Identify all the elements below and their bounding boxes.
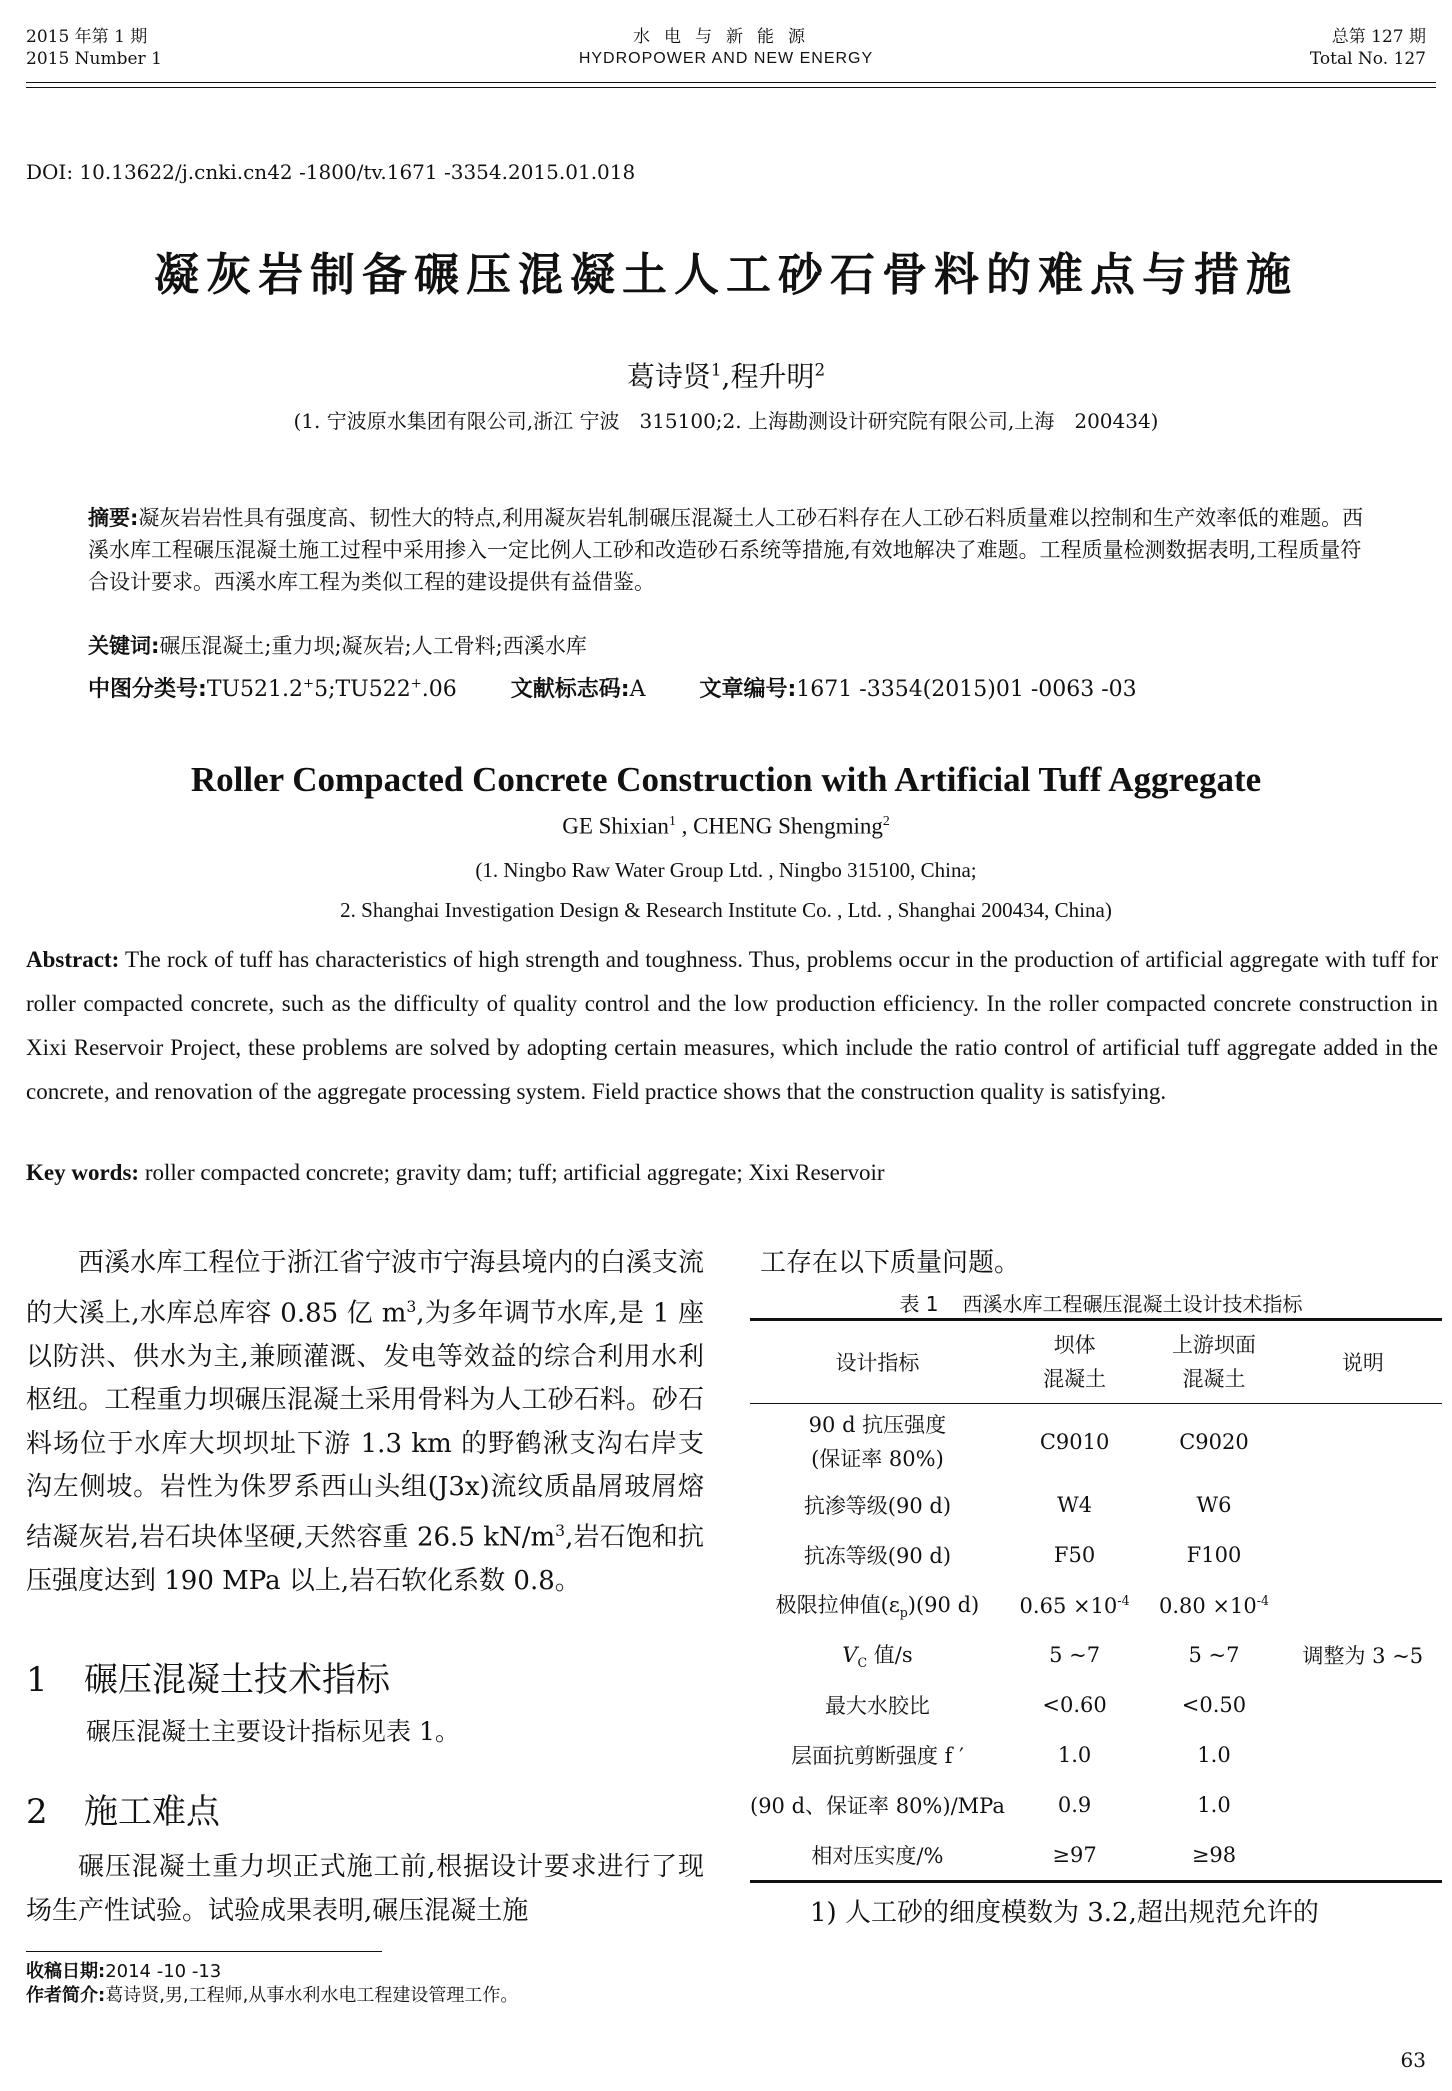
header-rule-bottom xyxy=(26,87,1436,88)
section-1-heading xyxy=(26,1652,390,1701)
cell-dam: C9010 xyxy=(1039,1430,1110,1454)
vc-symbol: V xyxy=(842,1643,858,1668)
cell-face: 1.0 xyxy=(1197,1743,1231,1767)
doc-code-label: 文献标志码: xyxy=(510,677,630,702)
clc-label: 中图分类号: xyxy=(88,677,207,702)
author-1-en-mark: 1 xyxy=(668,813,676,828)
author-1-affil-mark: 1 xyxy=(710,359,722,380)
table-1-number: 表 1 xyxy=(899,1292,939,1316)
received-date: 2014 -10 -13 xyxy=(105,1961,222,1982)
col-header-upstream-face xyxy=(1144,1320,1283,1404)
right-column-bottom-text: 1) 人工砂的细度模数为 3.2,超出规范允许的 xyxy=(810,1898,1319,1928)
cell-indicator xyxy=(750,1404,1005,1481)
col-header-upstream-face-1: 上游坝面 xyxy=(1171,1333,1256,1357)
footnote-rule xyxy=(26,1951,382,1952)
paper-title-en: Roller Compacted Concrete Construction with Artificial Tuff Aggregate xyxy=(190,760,1262,799)
table-row xyxy=(750,1404,1442,1481)
abstract-en-label: Abstract: xyxy=(26,947,120,972)
cell-note xyxy=(1284,1404,1442,1481)
keywords-cn-text: 碾压混凝土;重力坝;凝灰岩;人工骨料;西溪水库 xyxy=(159,634,587,658)
table-1 xyxy=(750,1318,1442,1883)
running-header-right xyxy=(1310,26,1426,70)
cell-indicator-line1: 90 d 抗压强度 xyxy=(808,1413,947,1437)
intro-paragraph xyxy=(26,1242,704,1603)
abstract-cn-text: 凝灰岩岩性具有强度高、韧性大的特点,利用凝灰岩轧制碾压混凝土人工砂石料存在人工砂石料质量难以控制和生产效率低的难题。西溪水库工程碾压混凝土施工过程中采用掺入一定比例人工砂和改造砂石系统等措施,有效地解决了难题。工程质量检测数据表明,工程质量符合设计要求。西溪水库工程为类似工程的建设提供有益借鉴。 xyxy=(88,506,1364,594)
keywords-cn xyxy=(88,630,587,660)
table-1-title: 西溪水库工程碾压混凝土设计技术指标 xyxy=(962,1292,1303,1316)
cell-face: ≥98 xyxy=(1191,1843,1237,1867)
article-number-label: 文章编号: xyxy=(699,677,797,702)
cell-indicator-line2: (保证率 80%) xyxy=(811,1447,944,1471)
doi: DOI: 10.13622/j.cnki.cn42 -1800/tv.1671 -3354.2015.01.018 xyxy=(26,160,636,184)
cell-note xyxy=(1284,1680,1442,1730)
table-row xyxy=(750,1780,1442,1830)
cell-dam: W4 xyxy=(1057,1493,1093,1517)
author-2-cn: 程升明 xyxy=(730,360,815,393)
cell-note xyxy=(1284,1730,1442,1780)
cell-dam: F50 xyxy=(1053,1543,1096,1567)
table-row xyxy=(750,1580,1442,1630)
intro-sup-2: 3 xyxy=(555,1521,566,1540)
author-1-cn: 葛诗贤 xyxy=(626,360,711,393)
doc-code-value: A xyxy=(629,677,646,702)
footnote-author xyxy=(26,1984,518,2007)
right-column-top-text: 工存在以下质量问题。 xyxy=(760,1248,1021,1278)
cell-dam-value: 0.65 ×10 xyxy=(1019,1593,1118,1618)
vc-sub: C xyxy=(857,1655,868,1671)
keywords-cn-label: 关键词: xyxy=(88,634,160,658)
ultimate-tensile-suffix: )(90 d) xyxy=(907,1593,980,1618)
paper-title-cn: 凝灰岩制备碾压混凝土人工砂石骨料的难点与措施 xyxy=(153,248,1298,301)
cell-note xyxy=(1284,1530,1442,1580)
cell-face: F100 xyxy=(1186,1543,1242,1567)
col-header-dam-body-1: 坝体 xyxy=(1053,1333,1096,1357)
cell-dam: 0.9 xyxy=(1057,1793,1092,1817)
clc-b-sup: + xyxy=(410,676,422,692)
received-label: 收稿日期: xyxy=(26,1961,106,1982)
cell-indicator: 最大水胶比 xyxy=(824,1694,930,1718)
issue-en: 2015 Number 1 xyxy=(26,49,162,69)
cell-note xyxy=(1284,1580,1442,1630)
table-row xyxy=(750,1680,1442,1730)
abstract-en xyxy=(26,938,1438,1114)
section-1-title: 碾压混凝土技术指标 xyxy=(84,1660,390,1700)
cell-indicator xyxy=(750,1630,1005,1680)
cell-note: 调整为 3 ~5 xyxy=(1302,1644,1424,1668)
author-1-en: GE Shixian xyxy=(562,813,669,839)
cell-face-exponent: -4 xyxy=(1256,1592,1269,1608)
cell-dam: ≥97 xyxy=(1052,1843,1097,1867)
clc-b-tail: .06 xyxy=(421,677,457,702)
affiliation-en-1: (1. Ningbo Raw Water Group Ltd. , Ningbo 315100, China; xyxy=(475,858,977,882)
vc-label: 值/s xyxy=(867,1643,913,1668)
cell-dam-exponent: -4 xyxy=(1117,1592,1130,1608)
section-2-number: 2 xyxy=(26,1792,48,1832)
table-row xyxy=(750,1480,1442,1530)
cell-dam: 5 ~7 xyxy=(1049,1643,1101,1667)
authors-cn xyxy=(0,355,1452,395)
cell-face-value: 0.80 ×10 xyxy=(1158,1593,1257,1618)
table-row xyxy=(750,1830,1442,1882)
cell-face xyxy=(1144,1580,1283,1630)
authors-en xyxy=(0,813,1452,840)
author-separator: , xyxy=(721,360,731,393)
section-1-text: 碾压混凝土主要设计指标见表 1。 xyxy=(86,1717,460,1746)
author-2-affil-mark: 2 xyxy=(814,359,826,380)
article-number-value: 1671 -3354(2015)01 -0063 -03 xyxy=(796,677,1137,702)
ultimate-tensile-label: 极限拉伸值(ε xyxy=(775,1593,900,1618)
total-issue-cn: 总第 127 期 xyxy=(1331,27,1426,47)
author-en-separator: , xyxy=(675,813,694,839)
section-2-heading xyxy=(26,1784,220,1833)
cell-indicator xyxy=(750,1580,1005,1630)
cell-note xyxy=(1284,1830,1442,1882)
clc-a-tail: 5;TU522 xyxy=(314,677,411,702)
section-1-number: 1 xyxy=(26,1660,48,1700)
col-header-indicator: 设计指标 xyxy=(835,1351,920,1375)
author-bio: 葛诗贤,男,工程师,从事水利水电工程建设管理工作。 xyxy=(105,1985,519,2006)
author-2-en: CHENG Shengming xyxy=(693,813,883,839)
clc-a-sup: + xyxy=(303,676,315,692)
affiliation-cn: (1. 宁波原水集团有限公司,浙江 宁波 315100;2. 上海勘测设计研究院有限公司,上海 200434) xyxy=(293,409,1159,433)
abstract-cn xyxy=(88,502,1378,598)
intro-sup-1: 3 xyxy=(406,1297,417,1316)
cell-indicator: 相对压实度/% xyxy=(811,1844,944,1868)
section-2-text: 碾压混凝土重力坝正式施工前,根据设计要求进行了现场生产性试验。试验成果表明,碾压混凝土施 xyxy=(26,1852,704,1926)
classification-line xyxy=(88,672,1137,703)
author-bio-label: 作者简介: xyxy=(26,1985,106,2006)
author-2-en-mark: 2 xyxy=(882,813,890,828)
clc-a: TU521.2 xyxy=(206,677,304,702)
cell-indicator: 层面抗剪断强度 f ′ xyxy=(790,1744,964,1768)
col-header-dam-body xyxy=(1005,1320,1144,1404)
affiliation-en-2: 2. Shanghai Investigation Design & Research Institute Co. , Ltd. , Shanghai 200434, China) xyxy=(340,898,1112,922)
ultimate-tensile-sub: p xyxy=(899,1605,908,1621)
keywords-en-label: Key words: xyxy=(26,1160,140,1185)
abstract-en-text: The rock of tuff has characteristics of high strength and toughness. Thus, problems occur in the production of artificial aggregate with tuff for roller compacted concrete, such as the difficulty of quality control and the low production efficiency. In the roller compacted concrete construction in Xixi Reservoir Project, these problems are solved by adopting certain measures, which include the ratio control of artificial tuff aggregate added in the concrete, and renovation of the aggregate processing system. Field practice shows that the construction quality is satisfying. xyxy=(26,947,1438,1104)
table-row xyxy=(750,1630,1442,1680)
cell-dam: 1.0 xyxy=(1057,1743,1092,1767)
table-row xyxy=(750,1530,1442,1580)
section-2-title: 施工难点 xyxy=(84,1792,220,1832)
col-header-note: 说明 xyxy=(1341,1351,1384,1375)
cell-note xyxy=(1284,1780,1442,1830)
cell-face: C9020 xyxy=(1179,1430,1249,1454)
page-number: 63 xyxy=(1400,2048,1426,2072)
header-rule-top xyxy=(26,82,1436,83)
table-header-row xyxy=(750,1320,1442,1404)
table-1-caption xyxy=(760,1288,1442,1317)
running-header-center xyxy=(0,26,1452,70)
issue-cn: 2015 年第 1 期 xyxy=(26,27,148,47)
cell-face: 1.0 xyxy=(1197,1793,1231,1817)
total-issue-en: Total No. 127 xyxy=(1309,49,1426,69)
col-header-upstream-face-2: 混凝土 xyxy=(1182,1367,1246,1391)
abstract-cn-label: 摘要: xyxy=(88,506,139,530)
keywords-en xyxy=(26,1160,885,1186)
cell-dam: <0.60 xyxy=(1042,1693,1107,1717)
cell-dam xyxy=(1005,1580,1144,1630)
keywords-en-text: roller compacted concrete; gravity dam; tuff; artificial aggregate; Xixi Reservoir xyxy=(139,1160,885,1185)
intro-text-b: ,为多年调节水库,是 1 座以防洪、供水为主,兼顾灌溉、发电等效益的综合利用水利枢纽。工程重力坝碾压混凝土采用骨料为人工砂石料。砂石料场位于水库大坝坝址下游 1.3 km 的野鹤湫支沟右岸支沟左侧坡。岩性为侏罗系西山头组(J3x)流纹质晶屑玻屑熔结凝灰岩,岩石块体坚硬,天然容重 26.5 kN/m xyxy=(26,1298,704,1553)
col-header-dam-body-2: 混凝土 xyxy=(1043,1367,1107,1391)
intro-text-c: ,岩石饱和抗压强度达到 190 MPa 以上,岩石软化系数 0.8。 xyxy=(26,1522,704,1596)
cell-face: 5 ~7 xyxy=(1188,1643,1240,1667)
cell-indicator: 抗渗等级(90 d) xyxy=(803,1494,952,1518)
journal-name-en: HYDROPOWER AND NEW ENERGY xyxy=(578,50,874,67)
cell-face: W6 xyxy=(1196,1493,1232,1517)
footnote-received xyxy=(26,1960,221,1983)
cell-note xyxy=(1284,1480,1442,1530)
journal-name-cn: 水电与新能源 xyxy=(633,27,819,47)
cell-indicator: 抗冻等级(90 d) xyxy=(803,1544,952,1568)
cell-indicator: (90 d、保证率 80%)/MPa xyxy=(750,1794,1005,1818)
table-row xyxy=(750,1730,1442,1780)
cell-face: <0.50 xyxy=(1181,1693,1247,1717)
intro-text-a: 西溪水库工程位于浙江省宁波市宁海县境内的白溪支流的大溪上,水库总库容 0.85 亿 m xyxy=(26,1248,704,1329)
